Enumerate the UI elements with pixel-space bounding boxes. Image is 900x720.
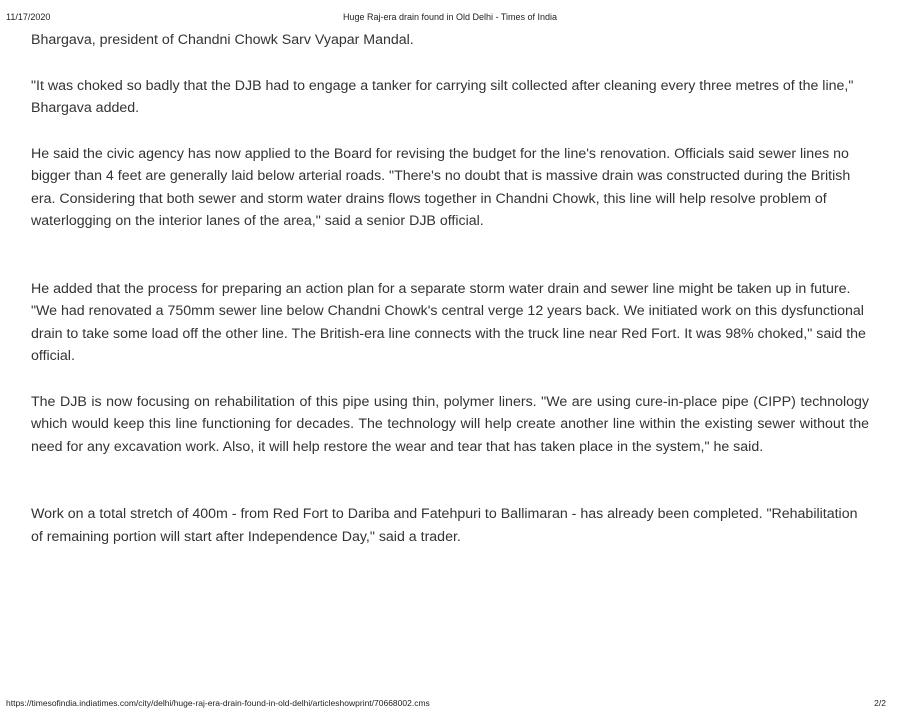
- article-paragraph: He added that the process for preparing an action plan for a separate storm water drain and sewer line might be taken up in future. "We had renovated a 750mm sewer line below Chandni Chowk's central verge 12 years back. We initiated work on this dysfunctional drain to take some load off the other line. The British-era line connects with the truck line near Red Fort. It was 98% choked," said the official.: [31, 280, 866, 364]
- print-header: [6, 10, 894, 24]
- print-url: https://timesofindia.indiatimes.com/city/delhi/huge-raj-era-drain-found-in-old-delhi/articleshowprint/70668002.cms: [6, 698, 430, 708]
- article-paragraph: The DJB is now focusing on rehabilitation of this pipe using thin, polymer liners. "We are using cure-in-place pipe (CIPP) technology which would keep this line functioning for decades. The technology will help create another line within the existing sewer without the need for any excavation work. Also, it will help restore the wear and tear that has taken place in the system," he said.: [31, 393, 869, 455]
- print-footer: [6, 698, 886, 710]
- print-title: Huge Raj-era drain found in Old Delhi - Times of India: [342, 12, 558, 22]
- article-paragraph: Bhargava, president of Chandni Chowk Sarv Vyapar Mandal.: [31, 32, 414, 48]
- article-paragraph: He said the civic agency has now applied to the Board for revising the budget for the line's renovation. Officials said sewer lines no bigger than 4 feet are generally laid below arterial roads. "There's no doubt that is massive drain was constructed during the British era. Considering that both sewer and storm water drains flows together in Chandni Chowk, this line will help resolve problem of waterlogging on the interior lanes of the area," said a senior DJB official.: [31, 145, 851, 229]
- article-body: [31, 29, 869, 548]
- print-date: 11/17/2020: [6, 12, 51, 22]
- article-paragraph: Work on a total stretch of 400m - from Red Fort to Dariba and Fatehpuri to Ballimaran - has already been completed. "Rehabilitation of remaining portion will start after Independence Day," said a trader.: [31, 506, 858, 545]
- page-number: 2/2: [874, 698, 886, 708]
- article-paragraph: "It was choked so badly that the DJB had to engage a tanker for carrying silt collected after cleaning every three metres of the line," Bhargava added.: [31, 77, 854, 116]
